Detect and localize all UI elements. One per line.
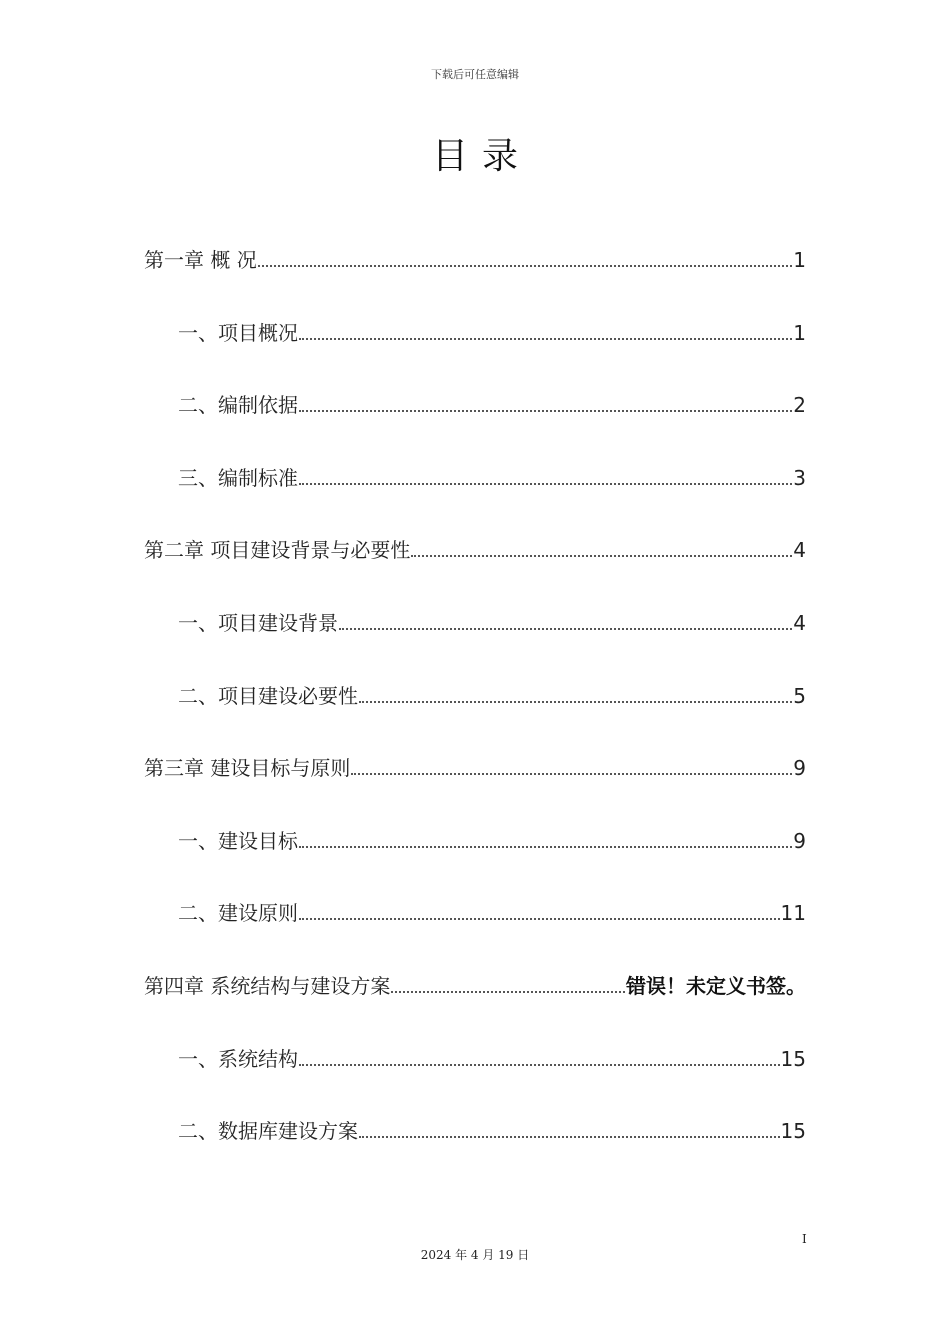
toc-dot-leader: [391, 973, 625, 993]
toc-entry-page: 1: [793, 320, 806, 345]
toc-dot-leader: [299, 320, 792, 340]
table-of-contents: [144, 240, 806, 1184]
toc-entry-page: 15: [780, 1046, 806, 1071]
toc-entry-label: 一、项目概况: [178, 320, 298, 345]
toc-dot-leader: [299, 465, 792, 485]
toc-entry-page: 4: [793, 610, 806, 635]
toc-entry[interactable]: [144, 821, 806, 861]
toc-entry-page: 15: [780, 1119, 806, 1144]
toc-dot-leader: [351, 755, 792, 775]
toc-entry[interactable]: [144, 530, 806, 570]
toc-dot-leader: [299, 1046, 780, 1066]
toc-entry-label: 二、项目建设必要性: [178, 683, 358, 708]
toc-entry[interactable]: [144, 676, 806, 716]
toc-dot-leader: [258, 247, 793, 267]
toc-entry-label: 第一章 概 况: [144, 248, 257, 272]
toc-entry-label: 一、建设目标: [178, 828, 298, 853]
toc-entry[interactable]: [144, 966, 806, 1006]
toc-dot-leader: [299, 828, 792, 848]
toc-entry[interactable]: [144, 748, 806, 788]
toc-entry-label: 第三章 建设目标与原则: [144, 756, 351, 781]
toc-dot-leader: [359, 683, 792, 703]
toc-dot-leader: [339, 610, 792, 630]
toc-entry-page: 4: [793, 538, 806, 563]
toc-dot-leader: [299, 392, 792, 412]
toc-entry-page: 9: [793, 756, 806, 781]
toc-entry-page: 11: [780, 901, 806, 926]
toc-entry[interactable]: [144, 313, 806, 353]
toc-entry-label: 第二章 项目建设背景与必要性: [144, 538, 411, 563]
header-note: 下载后可任意编辑: [431, 68, 519, 81]
toc-entry-page: 5: [793, 683, 806, 708]
footer-date: 2024 年 4 月 19 日: [420, 1248, 530, 1262]
toc-entry-label: 二、建设原则: [178, 901, 298, 926]
toc-entry[interactable]: [144, 458, 806, 498]
toc-entry-label: 三、编制标准: [178, 465, 298, 490]
toc-entry-label: 一、系统结构: [178, 1046, 298, 1071]
toc-entry-page: 2: [793, 393, 806, 418]
toc-dot-leader: [359, 1118, 780, 1138]
toc-entry[interactable]: [144, 603, 806, 643]
toc-entry-label: 第四章 系统结构与建设方案: [144, 973, 391, 998]
toc-entry[interactable]: [144, 385, 806, 425]
toc-entry-page-error: 错误！未定义书签。: [626, 973, 806, 998]
toc-entry[interactable]: [144, 893, 806, 933]
toc-entry-page: 1: [793, 248, 806, 272]
page-number-marker: I: [802, 1232, 807, 1246]
toc-entry-label: 二、编制依据: [178, 393, 298, 418]
toc-entry[interactable]: [144, 1111, 806, 1151]
toc-entry-page: 3: [793, 465, 806, 490]
toc-dot-leader: [299, 900, 780, 920]
toc-entry-label: 一、项目建设背景: [178, 610, 338, 635]
page-title: 目录: [431, 136, 532, 177]
toc-entry[interactable]: [144, 1039, 806, 1079]
toc-entry-label: 二、数据库建设方案: [178, 1119, 358, 1144]
toc-dot-leader: [411, 537, 792, 557]
toc-entry[interactable]: [144, 240, 806, 280]
toc-entry-page: 9: [793, 828, 806, 853]
